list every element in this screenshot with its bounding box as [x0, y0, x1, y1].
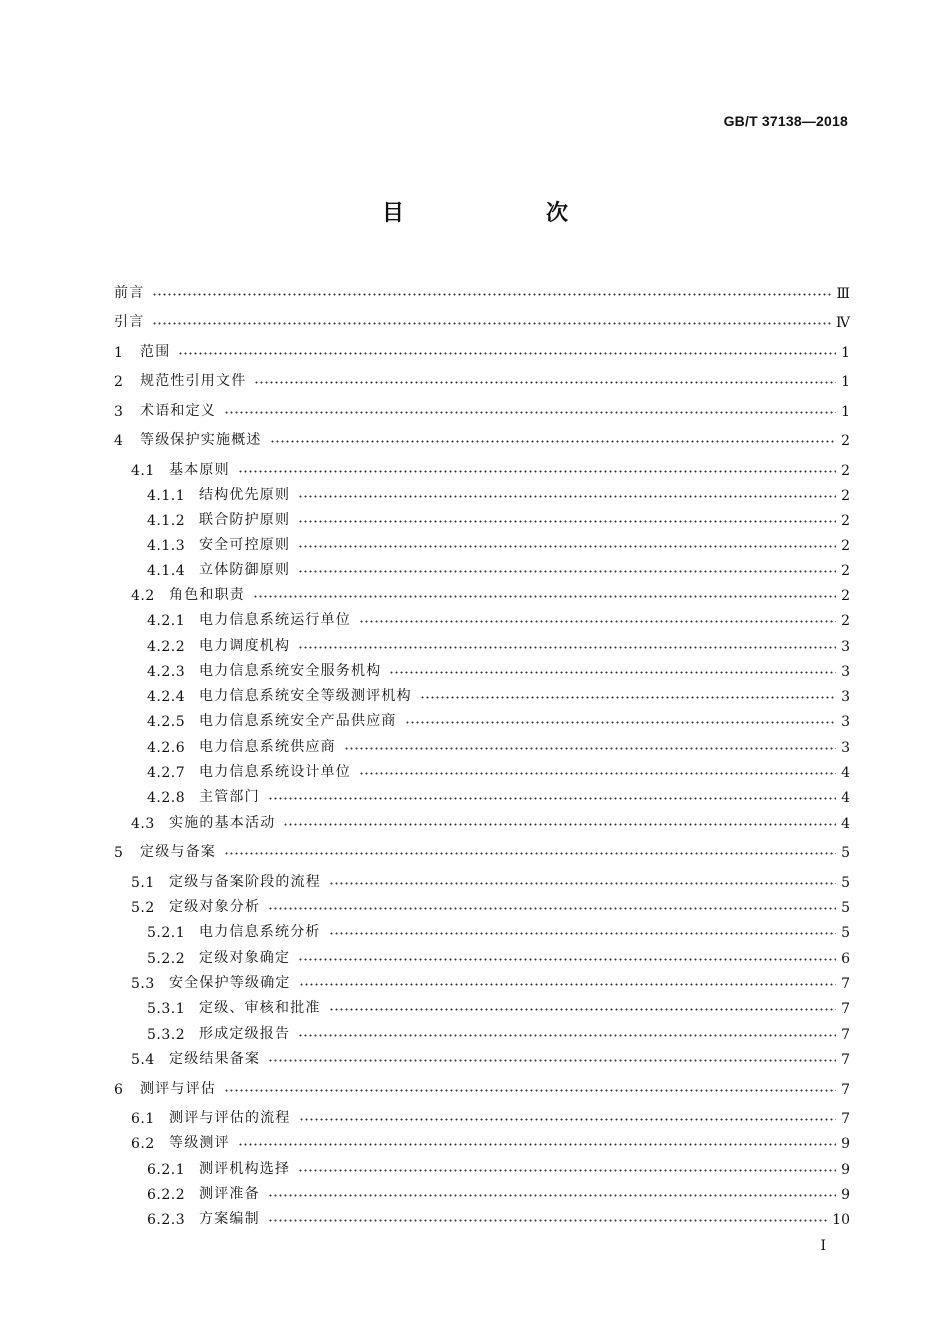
toc-entry-title: 定级对象确定: [199, 950, 291, 966]
toc-entry-page: 4: [841, 765, 850, 781]
toc-entry[interactable]: [114, 1046, 850, 1068]
dot-leader: [299, 983, 836, 986]
toc-entry-page: 4: [841, 816, 850, 832]
toc-entry-page: 7: [841, 976, 850, 992]
toc-entry[interactable]: [114, 759, 850, 781]
toc-entry-number: 5.3.1: [147, 1001, 186, 1017]
toc-entry-title: 方案编制: [199, 1211, 260, 1227]
toc-entry-number: 4.2.8: [147, 790, 186, 806]
toc-entry-title: 定级与备案阶段的流程: [169, 874, 321, 890]
toc-entry-title: 测评与评估: [140, 1081, 216, 1097]
toc-entry-page: 5: [841, 925, 850, 941]
toc-entry-page: Ⅳ: [836, 315, 850, 331]
toc-entry-page: 3: [841, 689, 850, 705]
toc-entry-number: 4.2: [131, 588, 155, 604]
dot-leader: [254, 381, 836, 384]
dot-leader: [224, 852, 836, 855]
toc-entry[interactable]: [114, 945, 850, 967]
toc-entry[interactable]: [114, 557, 850, 579]
toc-entry[interactable]: [114, 869, 850, 891]
toc-entry-title: 电力信息系统供应商: [199, 739, 336, 755]
page-title: 目 次: [381, 201, 628, 226]
toc-entry-title: 测评机构选择: [199, 1161, 291, 1177]
toc-entry-title: 基本原则: [169, 462, 230, 478]
toc-entry-title: 范围: [140, 344, 171, 360]
toc-entry[interactable]: [114, 1156, 850, 1178]
toc-entry-number: 6: [114, 1082, 124, 1098]
dot-leader: [268, 1194, 836, 1197]
toc-entry-page: 2: [841, 433, 850, 449]
toc-entry[interactable]: [114, 339, 850, 361]
dot-leader: [283, 823, 836, 826]
toc-entry[interactable]: [114, 1181, 850, 1203]
toc-entry[interactable]: [114, 633, 850, 655]
toc-entry-page: 9: [841, 1162, 850, 1178]
toc-entry-title: 前言: [114, 285, 145, 301]
dot-leader: [389, 671, 836, 674]
dot-leader: [270, 440, 836, 443]
toc-entry-number: 5.2: [131, 900, 155, 916]
toc-entry[interactable]: [114, 427, 850, 449]
toc-entry[interactable]: [114, 734, 850, 756]
toc-entry-page: 7: [841, 1052, 850, 1068]
toc-entry[interactable]: [114, 457, 850, 479]
toc-entry-title: 规范性引用文件: [140, 373, 247, 389]
toc-entry-number: 4.2.2: [147, 639, 186, 655]
toc-entry-page: 5: [841, 900, 850, 916]
toc-entry-number: 5.3: [131, 976, 155, 992]
toc-entry-page: 7: [841, 1001, 850, 1017]
toc-entry-title: 定级与备案: [140, 844, 216, 860]
toc-entry-page: 3: [841, 664, 850, 680]
toc-entry[interactable]: [114, 658, 850, 680]
toc-entry[interactable]: [114, 1206, 850, 1228]
toc-entry[interactable]: [114, 839, 850, 861]
toc-entry-number: 6.2.3: [147, 1212, 186, 1228]
toc-entry[interactable]: [114, 482, 850, 504]
dot-leader: [224, 1089, 836, 1092]
toc-entry-title: 电力信息系统运行单位: [199, 612, 351, 628]
toc-entry-page: 6: [841, 951, 850, 967]
toc-entry-page: 5: [841, 875, 850, 891]
dot-leader: [359, 620, 836, 623]
toc-entry[interactable]: [114, 368, 850, 390]
toc-entry-title: 定级结果备案: [169, 1051, 261, 1067]
dot-leader: [238, 1143, 836, 1146]
toc-entry-number: 5.2.1: [147, 925, 186, 941]
toc-entry-page: 2: [841, 613, 850, 629]
toc-entry-title: 等级测评: [169, 1135, 230, 1151]
toc-entry-number: 4.1.4: [147, 563, 186, 579]
toc-entry-number: 5.1: [131, 875, 155, 891]
toc-entry-title: 电力信息系统安全等级测评机构: [199, 688, 412, 704]
dot-leader: [359, 772, 836, 775]
dot-leader: [178, 352, 836, 355]
toc-entry-page: 9: [841, 1136, 850, 1152]
toc-entry[interactable]: [114, 532, 850, 554]
toc-entry-page: 1: [841, 345, 850, 361]
toc-entry-title: 角色和职责: [169, 587, 245, 603]
dot-leader: [268, 907, 836, 910]
toc-entry[interactable]: [114, 1130, 850, 1152]
toc-entry-number: 5.3.2: [147, 1027, 186, 1043]
toc-entry-page: 10: [832, 1212, 850, 1228]
toc-entry-title: 等级保护实施概述: [140, 432, 262, 448]
dot-leader: [268, 1059, 836, 1062]
toc-entry-number: 4.2.4: [147, 689, 186, 705]
toc-entry[interactable]: [114, 507, 850, 529]
toc-entry-title: 立体防御原则: [199, 562, 291, 578]
toc-entry-page: 3: [841, 740, 850, 756]
toc-entry-title: 电力信息系统安全服务机构: [199, 663, 382, 679]
dot-leader: [344, 747, 836, 750]
toc-entry-number: 5.2.2: [147, 951, 186, 967]
toc-entry-number: 1: [114, 345, 124, 361]
toc-entry-page: 7: [841, 1027, 850, 1043]
toc-entry[interactable]: [114, 398, 850, 420]
toc-entry-number: 4.1.1: [147, 488, 186, 504]
toc-entry-number: 3: [114, 404, 124, 420]
toc-entry-title: 定级、审核和批准: [199, 1000, 321, 1016]
toc-entry-page: 2: [841, 588, 850, 604]
toc-entry[interactable]: [114, 607, 850, 629]
dot-leader: [268, 797, 836, 800]
dot-leader: [420, 696, 836, 699]
dot-leader: [298, 958, 836, 961]
toc-entry[interactable]: [114, 810, 850, 832]
dot-leader: [329, 882, 836, 885]
dot-leader: [298, 570, 836, 573]
toc-entry-title: 电力信息系统设计单位: [199, 764, 351, 780]
toc-entry[interactable]: [114, 1076, 850, 1098]
toc-entry-number: 6.2.2: [147, 1187, 186, 1203]
toc-entry-page: 4: [841, 790, 850, 806]
toc-entry-number: 4.2.6: [147, 740, 186, 756]
toc-entry-title: 测评与评估的流程: [169, 1110, 291, 1126]
toc-entry-title: 电力调度机构: [199, 638, 291, 654]
toc-entry-number: 4.2.3: [147, 664, 186, 680]
dot-leader: [238, 470, 836, 473]
toc-entry[interactable]: [114, 894, 850, 916]
toc-entry-page: 7: [841, 1082, 850, 1098]
toc-entry-page: 2: [841, 513, 850, 529]
toc-entry-number: 4.1: [131, 463, 155, 479]
dot-leader: [152, 293, 832, 296]
toc-entry-page: 2: [841, 538, 850, 554]
toc-entry[interactable]: [114, 970, 850, 992]
dot-leader: [329, 932, 836, 935]
toc-entry-number: 2: [114, 374, 124, 390]
dot-leader: [224, 411, 836, 414]
toc-entry-number: 6.2: [131, 1136, 155, 1152]
dot-leader: [298, 545, 836, 548]
toc-entry[interactable]: [114, 784, 850, 806]
toc-entry-page: 3: [841, 639, 850, 655]
dot-leader: [405, 721, 836, 724]
toc-entry-title: 电力信息系统安全产品供应商: [199, 713, 397, 729]
toc-entry-page: 5: [841, 845, 850, 861]
dot-leader: [298, 520, 836, 523]
toc-entry-page: 9: [841, 1187, 850, 1203]
dot-leader: [268, 1219, 828, 1222]
toc-entry[interactable]: [114, 708, 850, 730]
toc-entry-number: 4.1.2: [147, 513, 186, 529]
toc-entry[interactable]: [114, 919, 850, 941]
toc-entry-number: 6.1: [131, 1111, 155, 1127]
toc-entry-page: 7: [841, 1111, 850, 1127]
toc-entry[interactable]: [114, 280, 850, 302]
standard-code: GB/T 37138—2018: [723, 113, 848, 129]
toc-entry-title: 引言: [114, 314, 145, 330]
toc-entry[interactable]: [114, 1021, 850, 1043]
toc-entry-number: 6.2.1: [147, 1162, 186, 1178]
toc-entry-page: 2: [841, 463, 850, 479]
toc-entry-page: 2: [841, 563, 850, 579]
toc-entry-number: 4: [114, 433, 124, 449]
toc-entry-number: 5: [114, 845, 124, 861]
toc-entry-title: 安全可控原则: [199, 537, 291, 553]
toc-entry-title: 实施的基本活动: [169, 815, 276, 831]
page-number: I: [820, 1238, 826, 1254]
dot-leader: [298, 495, 836, 498]
toc-entry-title: 安全保护等级确定: [169, 975, 291, 991]
toc-entry-page: 2: [841, 488, 850, 504]
dot-leader: [298, 1169, 836, 1172]
toc-entry[interactable]: [114, 995, 850, 1017]
toc-entry-page: 1: [841, 374, 850, 390]
toc-entry[interactable]: [114, 309, 850, 331]
toc-entry[interactable]: [114, 1105, 850, 1127]
toc-entry-number: 4.1.3: [147, 538, 186, 554]
dot-leader: [298, 1034, 836, 1037]
dot-leader: [152, 322, 832, 325]
dot-leader: [329, 1008, 836, 1011]
toc-entry-title: 测评准备: [199, 1186, 260, 1202]
toc-entry-number: 5.4: [131, 1052, 155, 1068]
toc-entry-title: 术语和定义: [140, 403, 216, 419]
toc-entry-number: 4.2.1: [147, 613, 186, 629]
toc-entry-number: 4.2.7: [147, 765, 186, 781]
toc-entry-title: 形成定级报告: [199, 1026, 291, 1042]
toc-entry[interactable]: [114, 683, 850, 705]
toc-entry-number: 4.2.5: [147, 714, 186, 730]
toc-entry-title: 联合防护原则: [199, 512, 291, 528]
dot-leader: [253, 595, 836, 598]
toc-entry[interactable]: [114, 582, 850, 604]
toc-entry-page: 3: [841, 714, 850, 730]
toc-entry-page: 1: [841, 404, 850, 420]
toc-entry-title: 主管部门: [199, 789, 260, 805]
toc-entry-number: 4.3: [131, 816, 155, 832]
toc-entry-title: 电力信息系统分析: [199, 924, 321, 940]
dot-leader: [299, 1118, 836, 1121]
dot-leader: [298, 646, 836, 649]
toc-entry-title: 定级对象分析: [169, 899, 261, 915]
toc-entry-page: Ⅲ: [836, 286, 850, 302]
toc-entry-title: 结构优先原则: [199, 487, 291, 503]
